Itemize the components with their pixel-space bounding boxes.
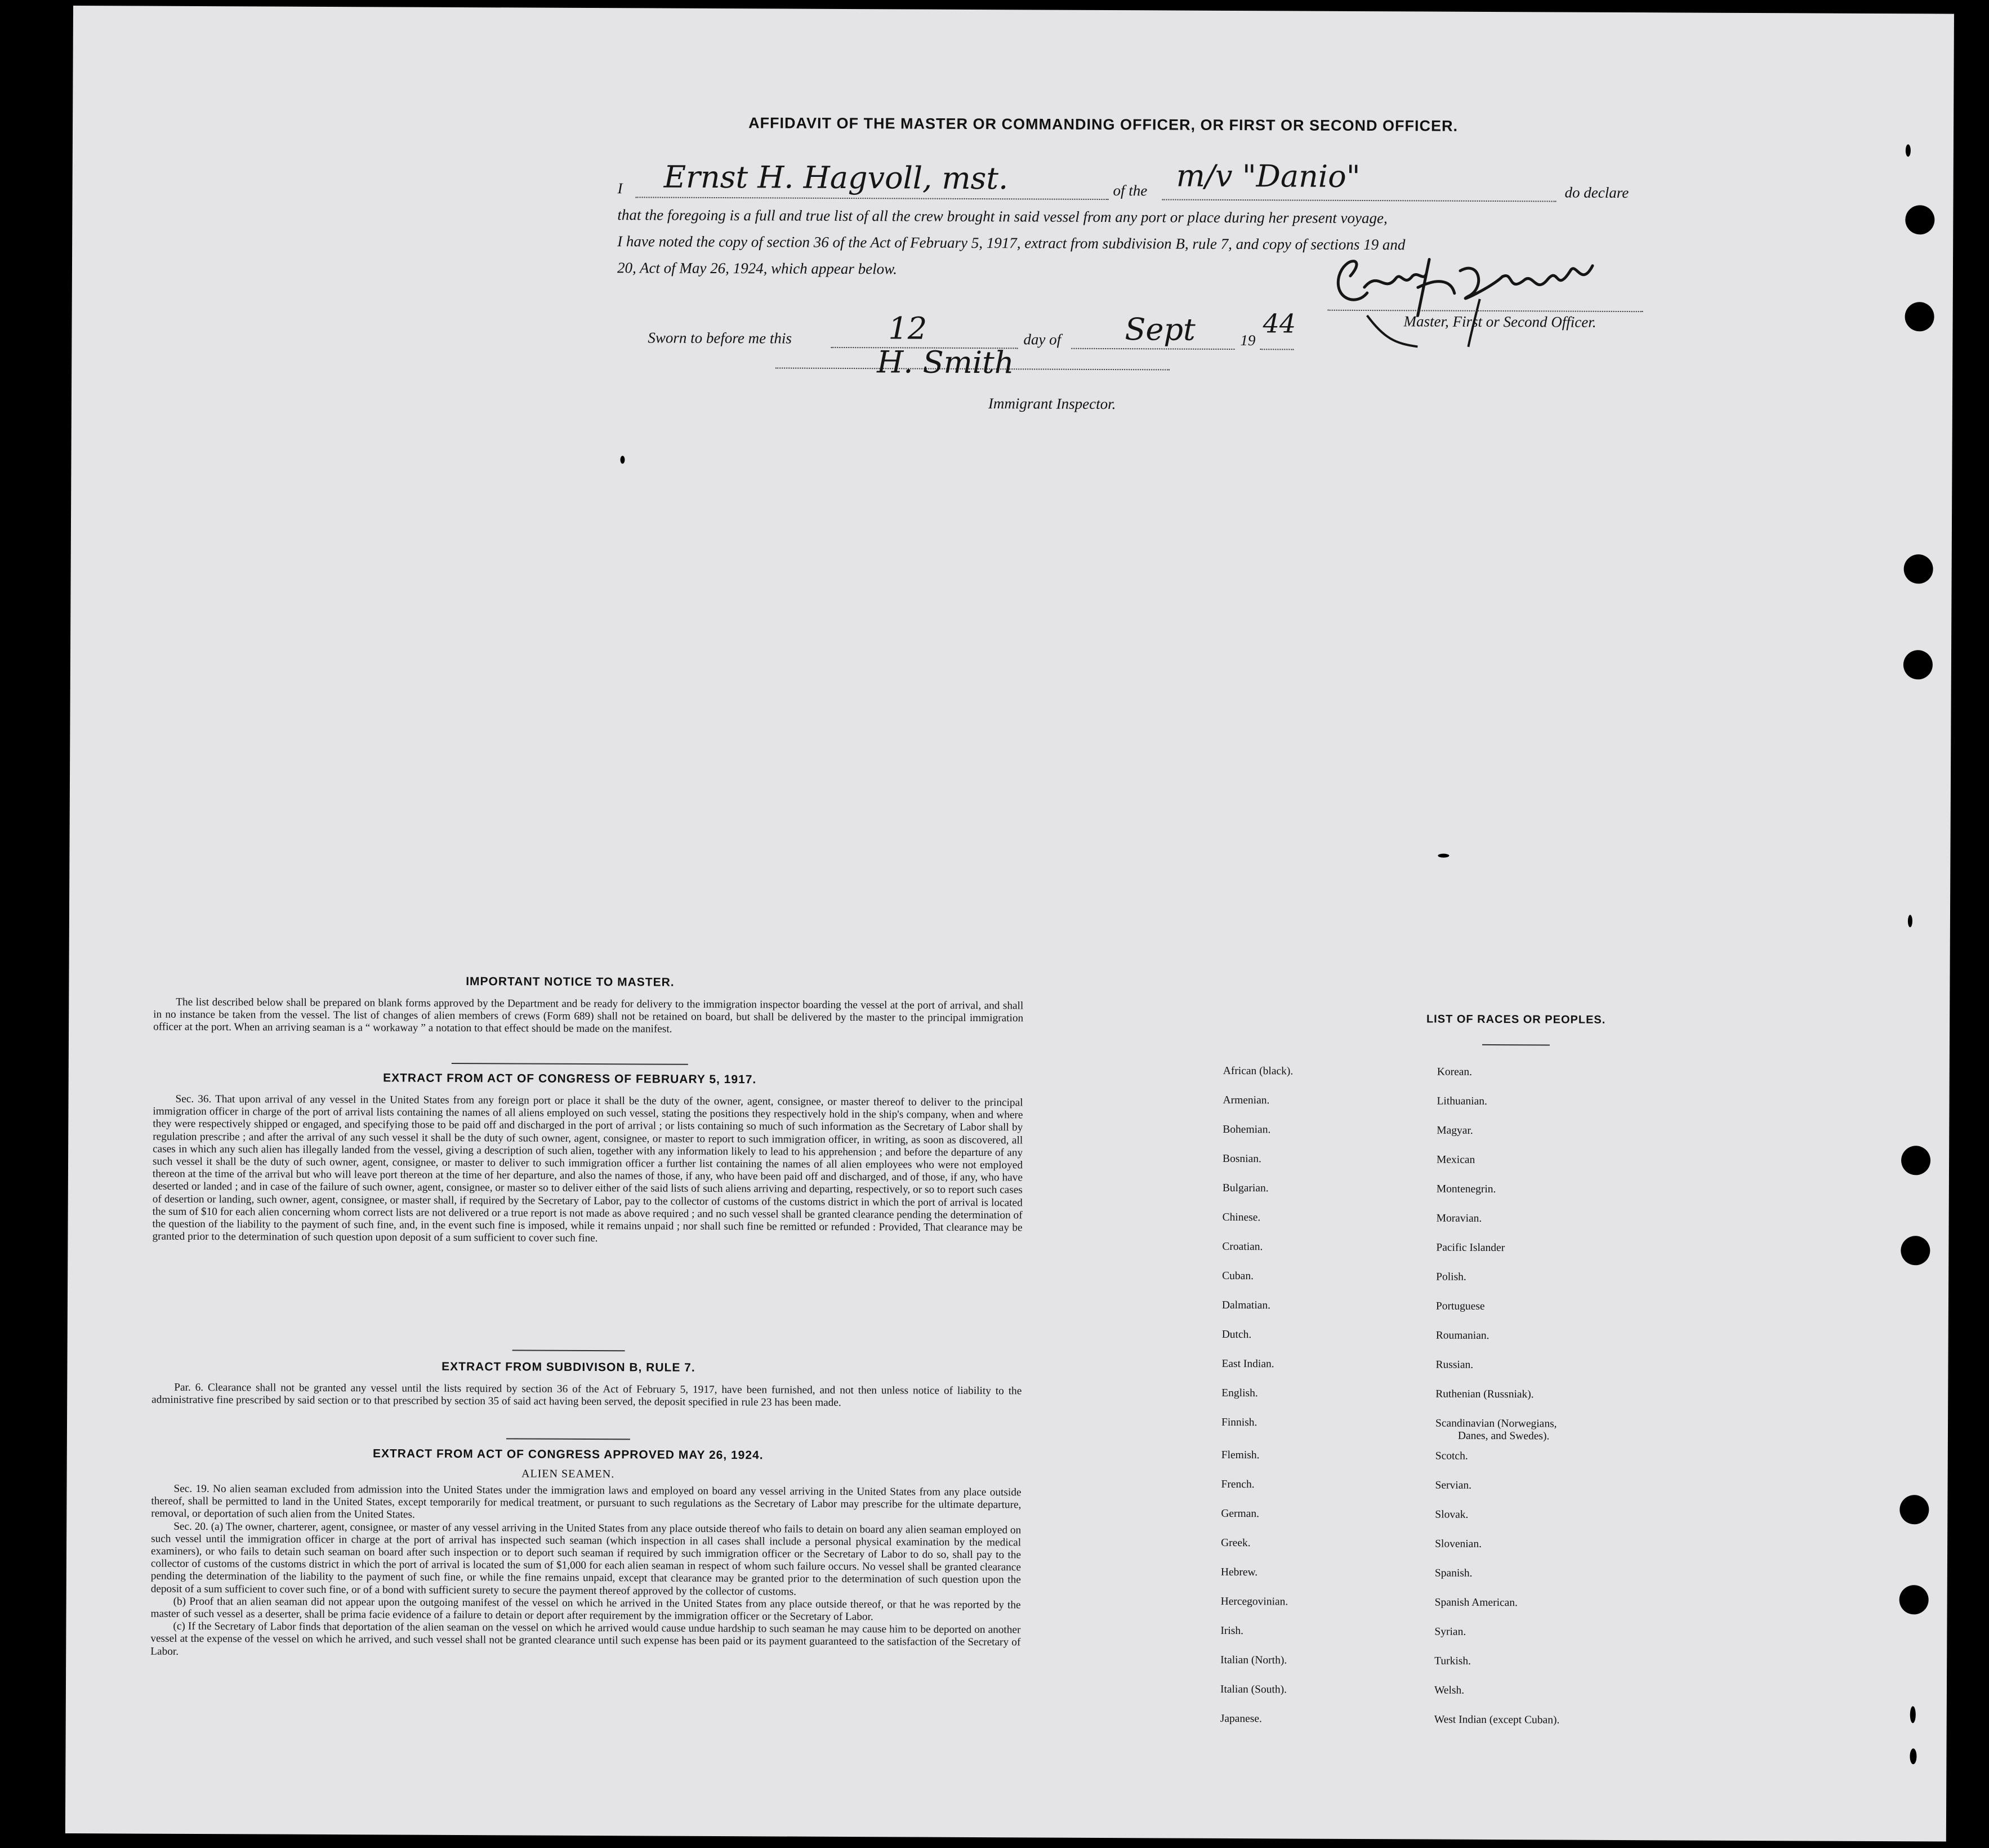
race-item: Irish. [1220,1624,1244,1637]
race-item: East Indian. [1221,1357,1274,1370]
race-item: Hebrew. [1220,1566,1258,1579]
master-signature-line [1328,299,1643,312]
binder-hole [1899,1495,1929,1524]
race-item: Flemish. [1221,1449,1260,1462]
race-item: Pacific Islander [1436,1241,1505,1254]
inspector-label: Immigrant Inspector. [988,395,1116,413]
act1924-paragraph: Sec. 19. No alien seaman excluded from admission into the United States under the immigration laws and employed on board any vessel arriving in the United States from any place outside thereof, shall be permitted to land in the United States, except temporarily for medical treatment, or pursuant to such regulations as the Secretary of Labor may prescribe for the ultimate departure, removal, or deportation of such alien from the United States. [151,1482,1022,1521]
act1924-text [150,1483,1021,1662]
race-item: Dutch. [1221,1328,1252,1341]
races-heading: LIST OF RACES OR PEOPLES. [1426,1013,1606,1026]
affidavit-i: I [617,180,623,197]
race-item: English. [1221,1387,1258,1400]
race-item: Lithuanian. [1437,1095,1487,1107]
ink-speck [1910,1748,1916,1764]
race-item: Scotch. [1435,1450,1468,1462]
race-item: Italian (South). [1220,1683,1287,1696]
affidavit-line-2: that the foregoing is a full and true list of all the crew brought in said vessel from any port or place during her present voyage, [617,206,1388,227]
race-item: German. [1221,1507,1260,1520]
rule7-paragraph: Par. 6. Clearance shall not be granted any vessel until the lists required by section 36 of the Act of February 5, 1917, have been furnished, and not then unless notice of liability to the administrative fine prescribed by said section or to that prescribed by section 35 of said act having been served, the deposit specified in rule 23 has been made. [151,1381,1022,1409]
act1917-heading: EXTRACT FROM ACT OF CONGRESS OF FEBRUARY 5, 1917. [383,1071,757,1086]
section-rule [452,1063,688,1065]
document-page [65,6,1954,1842]
race-item: Syrian. [1434,1626,1466,1638]
section-rule [506,1438,630,1440]
race-item: Armenian. [1223,1094,1270,1107]
race-item: Montenegrin. [1436,1183,1496,1196]
race-item: Russian. [1435,1359,1474,1371]
race-item: Roumanian. [1435,1329,1489,1342]
ink-speck [1908,915,1912,927]
binder-hole [1903,650,1933,679]
race-item: Croatian. [1222,1240,1263,1253]
rule7-heading: EXTRACT FROM SUBDIVISON B, RULE 7. [441,1360,695,1374]
race-item: Servian. [1435,1479,1472,1491]
notice-text [153,996,1023,1037]
race-item: West Indian (except Cuban). [1434,1713,1560,1726]
section-rule [1482,1044,1550,1046]
race-item: Finnish. [1221,1416,1257,1429]
binder-hole [1901,1146,1930,1175]
race-item: Magyar. [1437,1124,1473,1137]
affidavit-title: AFFIDAVIT OF THE MASTER OR COMMANDING OFFICER, OR FIRST OR SECOND OFFICER. [748,114,1459,135]
binder-hole [1905,205,1934,234]
race-item: Scandinavian (Norwegians, [1435,1417,1557,1430]
binder-hole [1901,1236,1930,1265]
handwritten-inspector: H. Smith [877,344,1014,381]
race-item: Japanese. [1220,1712,1262,1725]
race-item: French. [1221,1478,1255,1491]
year-prefix: 19 [1240,332,1256,349]
sworn-label: Sworn to before me this [648,329,792,347]
race-item: Italian (North). [1220,1654,1287,1667]
race-item: Slovenian. [1435,1538,1482,1550]
race-item: Turkish. [1434,1655,1471,1667]
race-item: Moravian. [1436,1212,1482,1224]
race-item: Polish. [1436,1271,1466,1283]
race-item: African (black). [1223,1065,1294,1077]
race-item: Welsh. [1434,1684,1465,1696]
notice-paragraph: The list described below shall be prepared on blank forms approved by the Department and be ready for delivery to the immigration inspector boarding the vessel at the port of arrival, and shall in no instance be taken from the vessel. The list of changes of alien members of crews (Form 689) shall not be retained on board, but shall be delivered by the master to the principal immigration officer at the port. When an arriving seaman is a “ workaway ” a notation to that effect should be made on the manifest. [153,996,1024,1036]
notice-heading: IMPORTANT NOTICE TO MASTER. [466,975,675,989]
handwritten-vessel: m/v "Danio" [1176,158,1361,194]
race-item: Chinese. [1222,1211,1261,1224]
affidavit-line-3: I have noted the copy of section 36 of the Act of February 5, 1917, extract from subdivision B, rule 7, and copy of sections 19 and [617,233,1406,253]
ink-speck [620,456,625,464]
race-item: Spanish. [1434,1567,1473,1579]
race-item: Bohemian. [1223,1123,1271,1136]
master-label: Master, First or Second Officer. [1403,313,1596,331]
race-item: Slovak. [1435,1508,1469,1521]
affidavit-of-the: of the [1113,182,1148,199]
binder-hole [1904,554,1933,584]
race-item: Greek. [1221,1537,1251,1549]
race-item: Bulgarian. [1222,1182,1269,1195]
race-item-continuation: Danes, and Swedes). [1457,1430,1550,1442]
handwritten-year: 44 [1263,308,1296,339]
act1924-subheading: ALIEN SEAMEN. [521,1467,615,1481]
binder-hole [1905,302,1934,331]
handwritten-month: Sept [1125,311,1196,348]
act1917-text [152,1093,1023,1247]
race-item: Korean. [1437,1066,1473,1078]
affidavit-line-4: 20, Act of May 26, 1924, which appear below. [617,259,897,278]
act1924-paragraph: (c) If the Secretary of Labor finds that deportation of the alien seaman on the vessel on which he arrived would cause undue hardship to such seaman he may cause him to be deported on another vessel at the expense of the vessel on which he arrived, and such vessel shall not be granted clearance until such expense has been paid or its payment guaranteed to the satisfaction of the Secretary of Labor. [150,1620,1021,1658]
binder-hole [1899,1585,1929,1614]
race-item: Bosnian. [1223,1152,1261,1165]
affidavit-do-declare: do declare [1564,184,1629,202]
race-item: Ruthenian (Russniak). [1435,1388,1534,1401]
ink-speck [1438,854,1449,858]
race-item: Cuban. [1222,1270,1254,1283]
ink-speck [1910,1706,1916,1723]
day-of-label: day of [1023,331,1062,348]
races-column-1 [1220,1065,1294,1743]
handwritten-name: Ernst H. Hagvoll, mst. [663,159,1009,197]
handwritten-day: 12 [888,310,927,346]
race-item: Dalmatian. [1221,1299,1271,1312]
race-item: Hercegovinian. [1220,1595,1288,1608]
act1917-paragraph: Sec. 36. That upon arrival of any vessel in the United States from any foreign port or place it shall be the duty of the owner, agent, consignee, or master thereof to deliver to the principal immigration officer in charge of the port of arrival lists containing the names of all aliens employed on such vessel, stating the positions they respectively hold in the ship's company, when and where they were respectively shipped or engaged, and specifying those to be paid off and discharged in the port of arrival ; or lists containing so much of such information as the Secretary of Labor shall by regulation prescribe ; and after the arrival of any such vessel it shall be the duty of such owner, agent, consignee, or master to report to such immigration officer, in writing, as soon as discovered, all cases in which any such alien has illegally landed from the vessel, giving a description of such alien, together with any information likely to lead to his apprehension ; and before the departure of any such vessel it shall be the duty of such owner, agent, consignee, or master to deliver to such immigration officer a further list containing the names of all alien employees who were not employed thereon at the time of the arrival but who will leave port thereon at the time of her departure, and also the names of those, if any, who have been paid off and discharged, and of those, if any, who have deserted or landed ; and in case of the failure of such owner, agent, consignee, or master so to deliver either of the said lists of such aliens arriving and departing, respectively, or so to report such cases of desertion or landing, such owner, agent, consignee, or master shall, if required by the Secretary of Labor, pay to the collector of customs of the customs district in which the port of arrival is located the sum of $10 for each alien concerning whom correct lists are not delivered or a true report is not made as above required ; and no such vessel shall be granted clearance pending the determination of the question of the liability to the payment of such fine, and, in the event such fine is imposed, while it remains unpaid ; nor shall such fine be remitted or refunded : Provided, That clearance may be granted prior to the determination of such question upon deposit of a sum sufficient to cover such fine. [152,1093,1023,1245]
act1924-paragraph: (b) Proof that an alien seaman did not appear upon the outgoing manifest of the vessel on which he arrived in the United States from any place outside thereof, or that he was reported by the master of such vessel as a deserter, shall be prima facie evidence of a failure to detain or deport after requirement by the immigration officer or the Secretary of Labor. [150,1595,1021,1623]
act1924-paragraph: Sec. 20. (a) The owner, charterer, agent, consignee, or master of any vessel arriving in the United States from any place outside thereof who fails to detain on board any alien seaman employed on such vessel until the immigration officer in charge at the port of arrival has inspected such seaman (which inspection in all cases shall include a personal physical examination by the medical examiners), or who fails to detain such seaman on board after such inspection or to deport such seaman if required by such immigration officer or the Secretary of Labor to do so, shall pay to the collector of customs of the customs district in which the port of arrival is located the sum of $1,000 for each alien seaman in respect of whom such failure occurs. No vessel shall be granted clearance pending the determination of the liability to the payment of such fine, or while the fine remains unpaid, except that clearance may be granted prior to the determination of such question upon the deposit of a sum sufficient to cover such fine, or of a bond with sufficient surety to secure the payment thereof approved by the collector of customs. [150,1520,1022,1598]
races-column-2 [1434,1066,1563,1744]
section-rule [512,1350,625,1351]
rule7-text [151,1382,1022,1410]
ink-speck [1906,144,1911,157]
act1924-heading: EXTRACT FROM ACT OF CONGRESS APPROVED MAY 26, 1924. [372,1447,764,1462]
race-item: Mexican [1437,1154,1475,1166]
race-item: Portuguese [1435,1300,1485,1312]
race-item: Spanish American. [1434,1596,1518,1609]
race-item-multiline [1435,1418,1561,1451]
